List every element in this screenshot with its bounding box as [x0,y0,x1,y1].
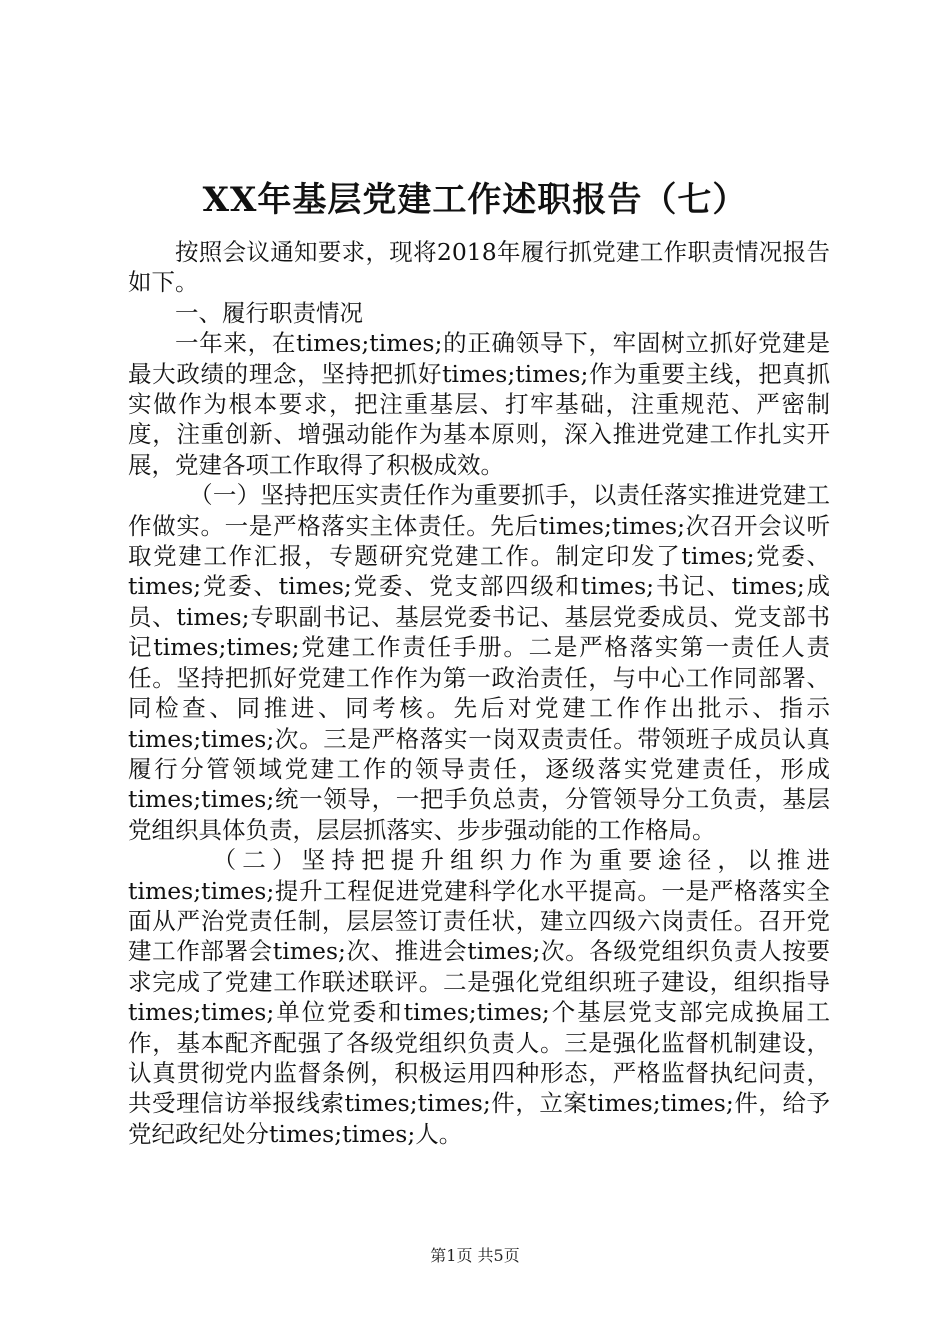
paragraph-section-two: （二）坚持把提升组织力作为重要途径，以推进times;times;提升工程促进党建科学化水平提高。一是严格落实全面从严治党责任制，层层签订责任状，建立四级六岗责任。召开党建工作部署会times;次、推进会times;次。各级党组织负责人按要求完成了党建工作联述联评。二是强化党组织班子建设，组织指导times;times;单位党委和times;times;个基层党支部完成换届工作，基本配齐配强了各级党组织负责人。三是强化监督机制建设，认真贯彻党内监督条例，积极运用四种形态，严格监督执纪问责，共受理信访举报线索times;times;件，立案times;times;件，给予党纪政纪处分times;times;人。 [128,846,830,1148]
document-body [128,237,830,1149]
document-title: XX年基层党建工作述职报告（七） [202,180,748,220]
paragraph-section-one: （一）坚持把压实责任作为重要抓手，以责任落实推进党建工作做实。一是严格落实主体责任。先后times;times;次召开会议听取党建工作汇报，专题研究党建工作。制定印发了times;党委、times;党委、times;党委、党支部四级和times;书记、times;成员、times;专职副书记、基层党委书记、基层党委成员、党支部书记times;times;党建工作责任手册。二是严格落实第一责任人责任。坚持把抓好党建工作作为第一政治责任，与中心工作同部署、同检查、同推进、同考核。先后对党建工作作出批示、指示times;times;次。三是严格落实一岗双责责任。带领班子成员认真履行分管领域党建工作的领导责任，逐级落实党建责任，形成times;times;统一领导，一把手负总责，分管领导分工负责，基层党组织具体负责，层层抓落实、步步强动能的工作格局。 [128,481,830,844]
paragraph-intro: 按照会议通知要求，现将2018年履行抓党建工作职责情况报告如下。 [128,238,830,297]
paragraph-overview: 一年来，在times;times;的正确领导下，牢固树立抓好党建是最大政绩的理念，坚持把抓好times;times;作为重要主线，把真抓实做作为根本要求，把注重基层、打牢基础，注重规范、严密制度，注重创新、增强动能作为基本原则，深入推进党建工作扎实开展，党建各项工作取得了积极成效。 [128,329,830,479]
page-footer: 第1页 共5页 [430,1246,520,1265]
section-heading: 一、履行职责情况 [175,298,363,327]
